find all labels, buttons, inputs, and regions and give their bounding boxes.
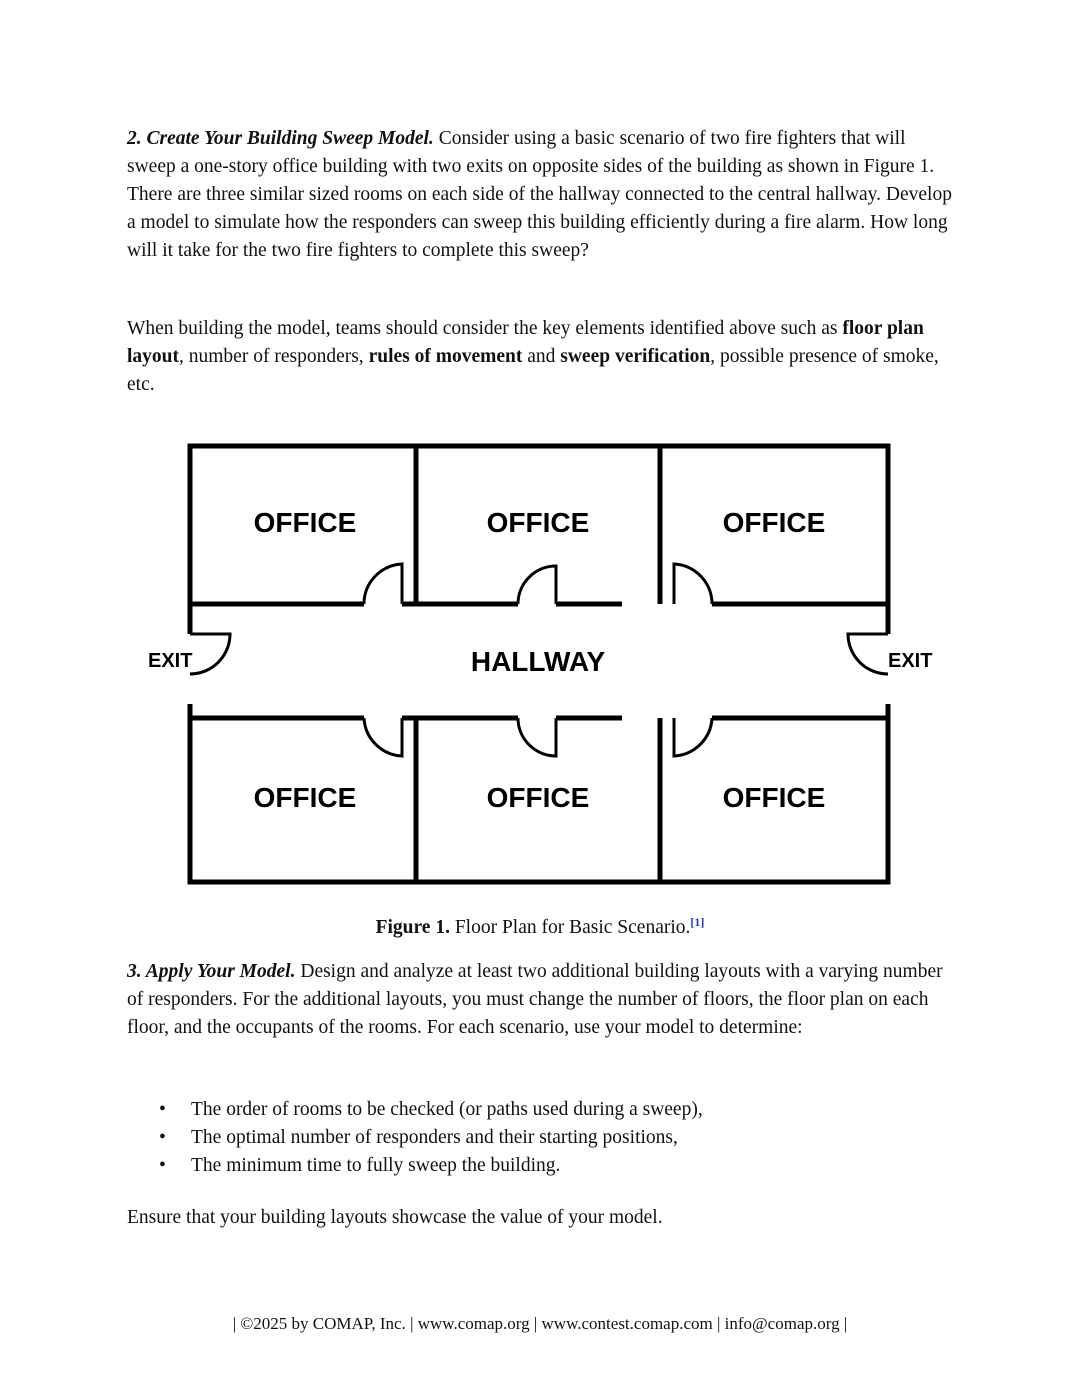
section-2-heading: 2. Create Your Building Sweep Model. — [127, 128, 434, 149]
section-2-body: Consider using a basic scenario of two fire fighters that will sweep a one-story office building with two exits on opposite sides of the building as shown in Figure 1. There are three similar sized rooms on each side of the hallway connected to the central hallway. Develop a model to simulate how the responders can sweep this building efficiently during a fire alarm. How long will it take for the two fire fighters to complete this sweep? — [127, 128, 952, 261]
floor-plan-figure — [140, 436, 940, 892]
exit-door-right — [848, 634, 888, 674]
door-bottom-1 — [364, 718, 402, 756]
door-top-3 — [674, 564, 712, 604]
considerations-text-3: and — [522, 346, 561, 367]
closing-paragraph: Ensure that your building layouts showcase the value of your model. — [127, 1207, 663, 1228]
room-label-top-left: OFFICE — [253, 507, 357, 538]
page-footer: | ©2025 by COMAP, Inc. | www.comap.org | www.contest.comap.com | info@comap.org | — [232, 1314, 848, 1333]
bullet-icon: • — [159, 1099, 166, 1120]
room-label-bottom-left: OFFICE — [253, 782, 357, 813]
floor-plan-diagram — [140, 436, 940, 892]
considerations-text-4: , possible presence of smoke, etc. — [127, 346, 939, 395]
list-item-text: The order of rooms to be checked (or paths used during a sweep), — [191, 1099, 703, 1120]
considerations-text-2: , number of responders, — [179, 346, 369, 367]
room-label-bottom-right: OFFICE — [722, 782, 826, 813]
list-item — [127, 1124, 953, 1152]
section-3-heading: 3. Apply Your Model. — [127, 961, 296, 982]
exit-label-right: EXIT — [888, 650, 933, 672]
figure-caption-text: Floor Plan for Basic Scenario. — [449, 917, 691, 938]
figure-caption-label: Figure 1. — [375, 917, 450, 938]
section-2-paragraph — [127, 125, 953, 265]
hallway-label: HALLWAY — [470, 646, 606, 677]
requirements-list — [127, 1096, 953, 1180]
list-item — [127, 1152, 953, 1180]
floor-plan-layout-term: floor plan layout — [127, 318, 924, 367]
door-bottom-3 — [674, 718, 712, 756]
room-label-top-right: OFFICE — [722, 507, 826, 538]
exit-door-left — [190, 634, 230, 674]
bullet-icon: • — [159, 1127, 166, 1148]
bullet-icon: • — [159, 1155, 166, 1176]
door-top-2 — [518, 566, 556, 604]
figure-reference-link[interactable]: [1] — [690, 915, 705, 929]
room-label-bottom-middle: OFFICE — [486, 782, 590, 813]
rules-of-movement-term: rules of movement — [368, 346, 523, 367]
door-bottom-2 — [518, 718, 556, 756]
figure-caption — [0, 908, 1080, 942]
section-3-paragraph — [127, 958, 953, 1042]
sweep-verification-term: sweep verification — [560, 346, 711, 367]
list-item — [127, 1096, 953, 1124]
list-item-text: The optimal number of responders and their starting positions, — [191, 1127, 678, 1148]
door-top-1 — [364, 564, 402, 604]
list-item-text: The minimum time to fully sweep the building. — [191, 1155, 561, 1176]
section-3-body: Design and analyze at least two additional building layouts with a varying number of responders. For the additional layouts, you must change the number of floors, the floor plan on each floor, and the occupants of the rooms. For each scenario, use your model to determine: — [127, 961, 943, 1038]
considerations-text-1: When building the model, teams should consider the key elements identified above such as — [127, 318, 843, 339]
considerations-paragraph — [127, 315, 953, 399]
exit-label-left: EXIT — [148, 650, 193, 672]
room-label-top-middle: OFFICE — [486, 507, 590, 538]
